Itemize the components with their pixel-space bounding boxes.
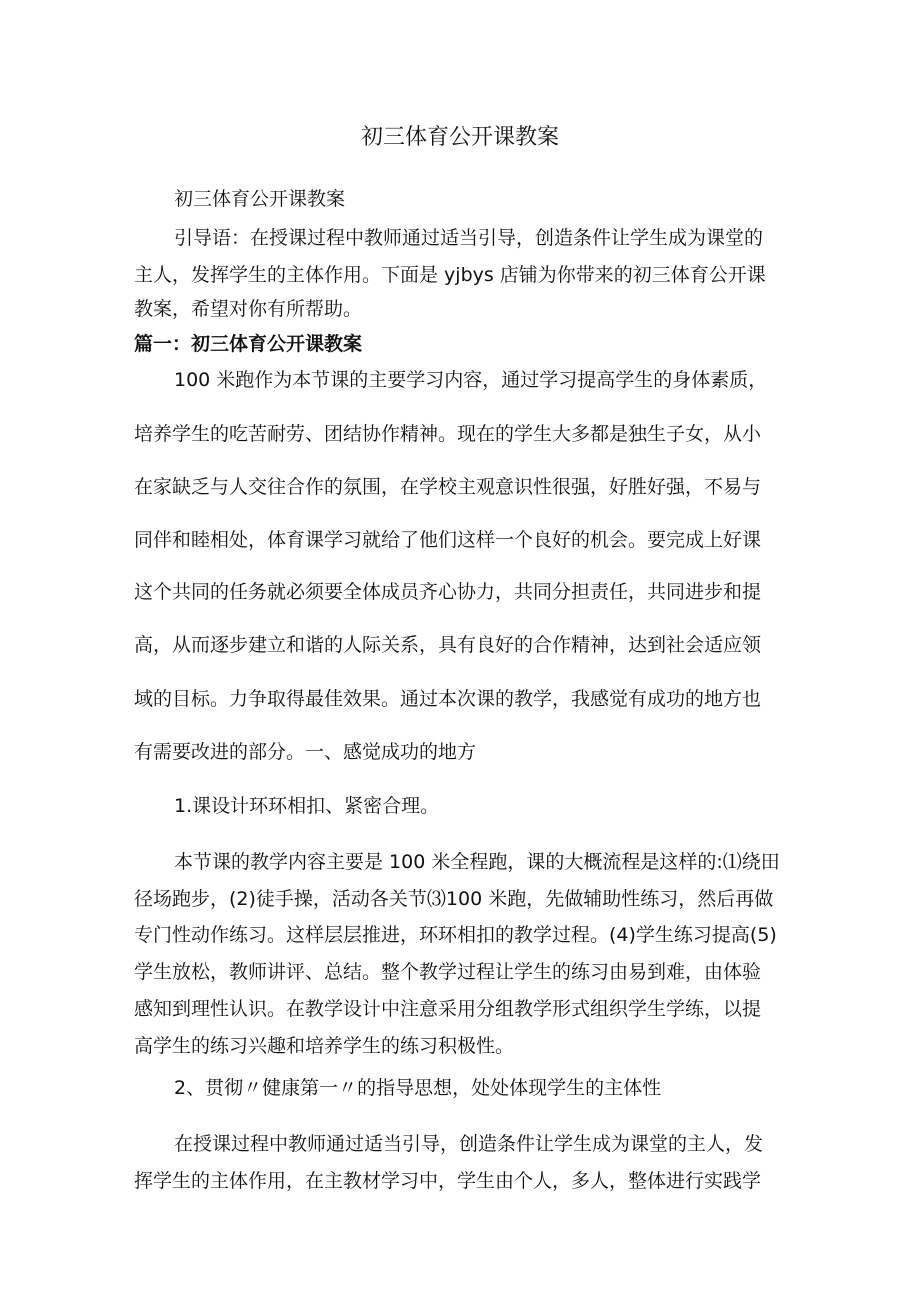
paragraph-line: 域的目标。力争取得最佳效果。通过本次课的教学，我感觉有成功的地方也 — [134, 688, 762, 710]
paragraph-line: 培养学生的吃苦耐劳、团结协作精神。现在的学生大多都是独生子女，从小 — [134, 423, 762, 445]
paragraph-line: 同伴和睦相处，体育课学习就给了他们这样一个良好的机会。要完成上好课 — [134, 529, 762, 551]
paragraph-line: 100 米跑作为本节课的主要学习内容，通过学习提高学生的身体素质， — [174, 369, 768, 391]
paragraph-line: 径场跑步，(2)徒手操，活动各关节⑶100 米跑，先做辅助性练习，然后再做 — [134, 888, 774, 910]
intro-line-1: 引导语：在授课过程中教师通过适当引导，创造条件让学生成为课堂的 — [174, 227, 764, 249]
paragraph-line: 感知到理性认识。在教学设计中注意采用分组教学形式组织学生学练，以提 — [134, 998, 762, 1020]
paragraph-line: 在家缺乏与人交往合作的氛围，在学校主观意识性很强，好胜好强，不易与 — [134, 476, 762, 498]
paragraph-line: 高，从而逐步建立和谐的人际关系，具有良好的合作精神，达到社会适应领 — [134, 634, 762, 656]
section-heading: 篇一：初三体育公开课教案 — [134, 333, 363, 355]
intro-line-2: 主人，发挥学生的主体作用。下面是 yjbys 店铺为你带来的初三体育公开课 — [134, 264, 766, 286]
paragraph-line: 这个共同的任务就必须要全体成员齐心协力，共同分担责任，共同进步和提 — [134, 581, 762, 603]
paragraph-line: 高学生的练习兴趣和培养学生的练习积极性。 — [134, 1035, 515, 1057]
paragraph-line: 在授课过程中教师通过适当引导，创造条件让学生成为课堂的主人，发 — [174, 1133, 764, 1155]
paragraph-line: 学生放松，教师讲评、总结。整个教学过程让学生的练习由易到难，由体验 — [134, 961, 762, 983]
subheading-2: 2、贯彻〃健康第一〃的指导思想，处处体现学生的主体性 — [174, 1077, 662, 1099]
document-title: 初三体育公开课教案 — [360, 125, 559, 150]
paragraph-line: 本节课的教学内容主要是 100 米全程跑，课的大概流程是这样的:⑴绕田 — [174, 851, 780, 873]
paragraph-line: 挥学生的主体作用，在主教材学习中，学生由个人，多人，整体进行实践学 — [134, 1170, 762, 1192]
paragraph-line: 有需要改进的部分。一、感觉成功的地方 — [134, 741, 477, 763]
subtitle-line: 初三体育公开课教案 — [174, 188, 346, 210]
intro-line-3: 教案，希望对你有所帮助。 — [134, 298, 363, 320]
subheading-1: 1.课设计环环相扣、紧密合理。 — [174, 795, 440, 817]
paragraph-line: 专门性动作练习。这样层层推进，环环相扣的教学过程。(4)学生练习提高(5) — [134, 924, 777, 946]
